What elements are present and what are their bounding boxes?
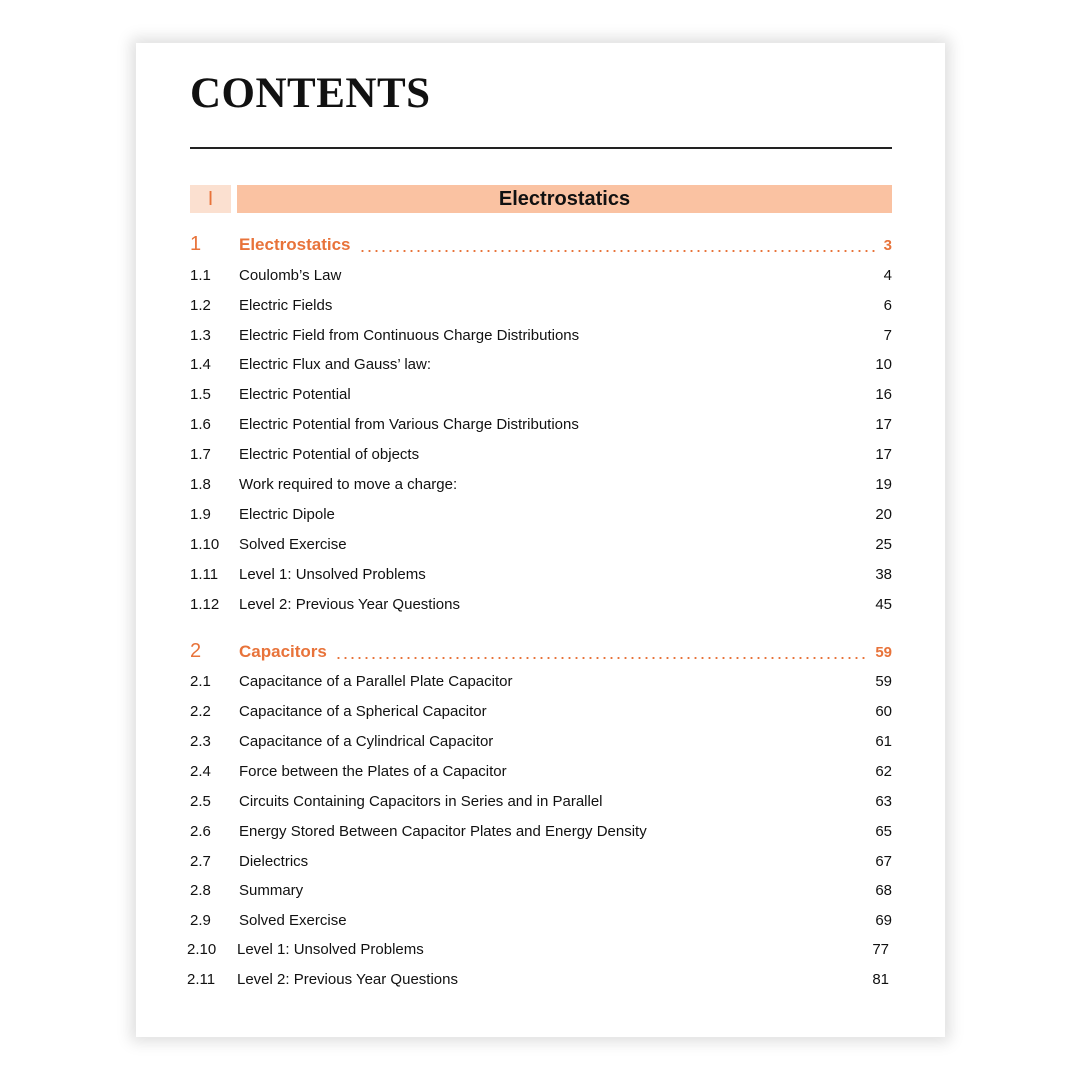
page-title: CONTENTS [190, 70, 431, 117]
section-page: 65 [875, 823, 892, 840]
chapter-title: Capacitors [239, 642, 327, 661]
part-title: Electrostatics [237, 185, 892, 213]
section-number: 1.10 [190, 536, 220, 553]
toc-entry-1-3[interactable] [190, 327, 892, 349]
section-number: 1.6 [190, 416, 211, 433]
title-divider [190, 147, 892, 149]
dot-leader [359, 249, 876, 253]
toc-entry-2-8[interactable] [190, 882, 892, 904]
section-number: 1.3 [190, 327, 211, 344]
section-title: Level 2: Previous Year Questions [239, 596, 460, 613]
toc-entry-1-5[interactable] [190, 386, 892, 408]
toc-entry-1-4[interactable] [190, 356, 892, 378]
section-title: Level 1: Unsolved Problems [237, 941, 424, 958]
toc-entry-2-10[interactable] [187, 941, 889, 963]
section-number: 1.2 [190, 297, 211, 314]
section-page: 68 [875, 882, 892, 899]
section-page: 17 [875, 446, 892, 463]
section-number: 2.7 [190, 853, 211, 870]
section-title: Work required to move a charge: [239, 476, 458, 493]
section-title: Capacitance of a Cylindrical Capacitor [239, 733, 494, 750]
section-title: Circuits Containing Capacitors in Series and in Parallel [239, 793, 603, 810]
section-page: 61 [875, 733, 892, 750]
toc-entry-1-10[interactable] [190, 536, 892, 558]
section-page: 69 [875, 912, 892, 929]
section-number: 1.7 [190, 446, 211, 463]
section-title: Coulomb’s Law [239, 267, 342, 284]
toc-entry-1-2[interactable] [190, 297, 892, 319]
section-title: Dielectrics [239, 853, 309, 870]
section-title: Electric Potential of objects [239, 446, 420, 463]
section-page: 10 [875, 356, 892, 373]
section-page: 16 [875, 386, 892, 403]
chapter-title: Electrostatics [239, 235, 351, 254]
chapter-number: 1 [190, 233, 202, 255]
toc-chapter-2[interactable] [190, 640, 892, 666]
toc-entry-1-11[interactable] [190, 566, 892, 588]
toc-chapter-1[interactable] [190, 233, 892, 259]
chapter-number: 2 [190, 640, 202, 662]
section-page: 19 [875, 476, 892, 493]
toc-entry-1-12[interactable] [190, 596, 892, 618]
section-number: 1.1 [190, 267, 211, 284]
section-number: 2.10 [187, 941, 217, 958]
toc-entry-2-5[interactable] [190, 793, 892, 815]
section-page: 67 [875, 853, 892, 870]
toc-entry-1-6[interactable] [190, 416, 892, 438]
section-number: 2.2 [190, 703, 211, 720]
section-number: 2.11 [187, 971, 216, 988]
section-title: Level 2: Previous Year Questions [237, 971, 458, 988]
section-number: 2.5 [190, 793, 211, 810]
section-title: Electric Potential from Various Charge Distributions [239, 416, 579, 433]
section-page: 20 [875, 506, 892, 523]
section-number: 1.11 [190, 566, 219, 583]
section-page: 6 [883, 297, 892, 314]
section-number: 1.8 [190, 476, 211, 493]
section-number: 1.5 [190, 386, 211, 403]
section-title: Solved Exercise [239, 912, 347, 929]
section-number: 2.1 [190, 673, 211, 690]
section-number: 2.3 [190, 733, 211, 750]
section-title: Summary [239, 882, 304, 899]
section-number: 2.6 [190, 823, 211, 840]
section-page: 38 [875, 566, 892, 583]
toc-entry-1-8[interactable] [190, 476, 892, 498]
section-title: Energy Stored Between Capacitor Plates and Energy Density [239, 823, 647, 840]
section-page: 81 [872, 971, 889, 988]
chapter-page: 3 [883, 237, 892, 254]
section-page: 7 [883, 327, 892, 344]
section-page: 4 [883, 267, 892, 284]
toc-entry-2-2[interactable] [190, 703, 892, 725]
section-title: Electric Flux and Gauss’ law: [239, 356, 432, 373]
section-title: Electric Field from Continuous Charge Distributions [239, 327, 580, 344]
section-number: 1.4 [190, 356, 211, 373]
toc-entry-2-6[interactable] [190, 823, 892, 845]
section-title: Force between the Plates of a Capacitor [239, 763, 507, 780]
section-title: Solved Exercise [239, 536, 347, 553]
toc-entry-2-4[interactable] [190, 763, 892, 785]
section-page: 62 [875, 763, 892, 780]
section-title: Electric Dipole [239, 506, 335, 523]
section-title: Electric Fields [239, 297, 333, 314]
section-page: 77 [872, 941, 889, 958]
section-page: 17 [875, 416, 892, 433]
section-page: 25 [875, 536, 892, 553]
section-number: 2.9 [190, 912, 211, 929]
toc-entry-1-1[interactable] [190, 267, 892, 289]
section-number: 2.4 [190, 763, 211, 780]
toc-entry-1-9[interactable] [190, 506, 892, 528]
toc-entry-2-11[interactable] [187, 971, 889, 993]
section-number: 1.12 [190, 596, 220, 613]
section-title: Electric Potential [239, 386, 351, 403]
section-page: 60 [875, 703, 892, 720]
section-title: Capacitance of a Parallel Plate Capacitor [239, 673, 513, 690]
toc-entry-2-3[interactable] [190, 733, 892, 755]
part-number: I [190, 185, 231, 213]
section-page: 45 [875, 596, 892, 613]
section-title: Capacitance of a Spherical Capacitor [239, 703, 487, 720]
toc-entry-2-7[interactable] [190, 853, 892, 875]
chapter-page: 59 [875, 644, 892, 661]
dot-leader [335, 656, 867, 660]
toc-entry-2-9[interactable] [190, 912, 892, 934]
section-number: 2.8 [190, 882, 211, 899]
section-page: 59 [875, 673, 892, 690]
section-number: 1.9 [190, 506, 211, 523]
section-title: Level 1: Unsolved Problems [239, 566, 426, 583]
toc-entry-1-7[interactable] [190, 446, 892, 468]
toc-entry-2-1[interactable] [190, 673, 892, 695]
section-page: 63 [875, 793, 892, 810]
